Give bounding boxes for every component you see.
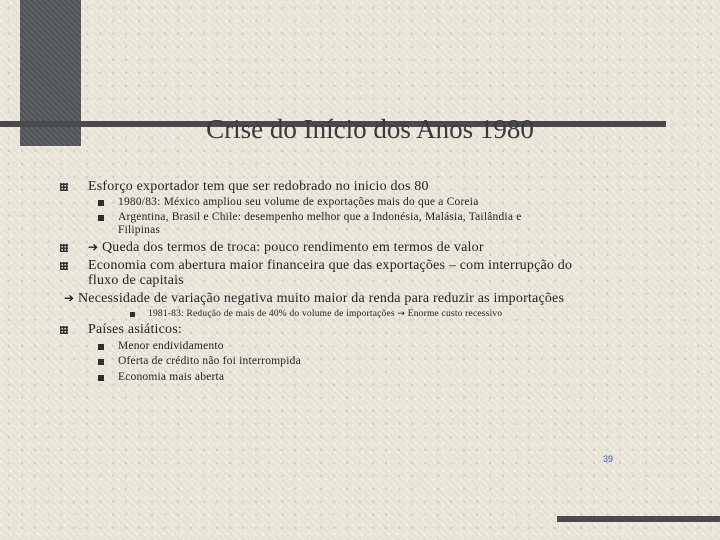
footer-rule	[557, 516, 720, 522]
sub-bullet-text: Oferta de crédito não foi interrompida	[118, 355, 301, 367]
bullet-text-cont: fluxo de capitais	[88, 273, 184, 288]
sub-bullet-icon	[98, 375, 104, 381]
sub-bullet-icon	[98, 215, 104, 221]
bullet-text: Economia com abertura maior financeira que das exportações – com interrupção do	[88, 258, 573, 273]
sub-bullet-icon	[98, 200, 104, 206]
sub-bullet-text-cont: Filipinas	[118, 224, 161, 236]
bullet-text	[88, 240, 484, 256]
sub-bullet-icon	[98, 344, 104, 350]
page-number: 39	[603, 454, 614, 464]
slide-title: Crise do Início dos Anos 1980	[206, 114, 534, 144]
bullet-icon	[60, 183, 68, 191]
bullet-text: Esforço exportador tem que ser redobrado no inicio dos 80	[88, 179, 429, 194]
bullet-icon	[60, 326, 68, 334]
arrow-right-icon: ➔	[64, 291, 75, 305]
bullet-icon	[60, 244, 68, 252]
sub-bullet-text: Menor endividamento	[118, 340, 224, 352]
arrow-right-icon: ➔	[88, 240, 99, 254]
sub-bullet-icon	[98, 359, 104, 365]
sub-bullet-text: Argentina, Brasil e Chile: desempenho melhor que a Indonésia, Malásia, Tailândia e	[118, 211, 522, 223]
bullet-text: Países asiáticos:	[88, 322, 182, 337]
sub-bullet-text-body: 1981-83: Redução de mais de 40% do volume de importações	[148, 309, 395, 319]
sub-bullet-icon	[130, 312, 135, 317]
arrow-right-icon: →	[397, 309, 406, 319]
bullet-text	[64, 291, 564, 307]
sub-bullet-text-body: Enorme custo recessivo	[407, 309, 503, 319]
bullet-text-body: Queda dos termos de troca: pouco rendimento em termos de valor	[101, 240, 484, 255]
sub-bullet-text	[148, 309, 502, 319]
bullet-icon	[60, 262, 68, 270]
sub-bullet-text: Economia mais aberta	[118, 371, 225, 383]
sub-bullet-text: 1980/83: México ampliou seu volume de exportações mais do que a Coreia	[118, 196, 479, 208]
bullet-text-body: Necessidade de variação negativa muito maior da renda para reduzir as importações	[77, 291, 565, 306]
